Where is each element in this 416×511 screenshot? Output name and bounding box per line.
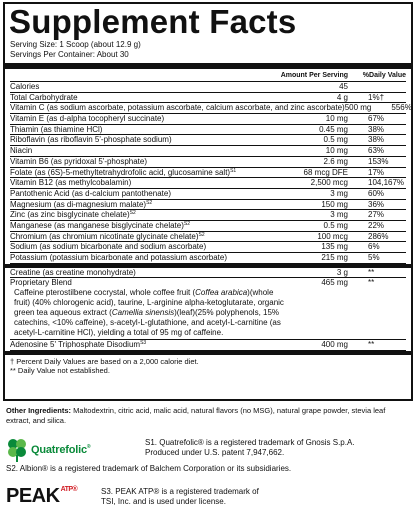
nutrient-name: Thiamin (as thiamine HCl) <box>10 124 103 134</box>
nutrient-amount: 215 mg <box>321 253 348 262</box>
quatrefolic-brand: Quatrefolic® <box>31 444 91 456</box>
blend-row <box>10 278 406 288</box>
nutrient-amount: 10 mg <box>325 146 348 156</box>
nutrient-amount: 68 mcg DFE <box>303 167 348 177</box>
footnote-daily-value: ** Daily Value not established. <box>10 366 110 376</box>
nutrient-row <box>10 93 406 104</box>
nutrient-dv: 1%† <box>368 92 385 102</box>
nutrient-name: Potassium (potassium bicarbonate and potassium ascorbate) <box>10 253 227 262</box>
nutrient-amount: 4 g <box>336 92 348 102</box>
nutrient-row <box>10 189 406 200</box>
nutrient-amount: 3 mg <box>330 188 348 198</box>
nutrient-name: Sodium (as sodium bicarbonate and sodium ascorbate) <box>10 242 207 252</box>
nutrient-name: Chromium (as chromium nicotinate glycinate chelate)$^{S2}$ <box>10 231 205 241</box>
nutrient-dv: 22% <box>368 220 385 230</box>
nutrient-row <box>10 253 406 264</box>
servings-per-container: Servings Per Container: About 30 <box>10 50 129 59</box>
nutrient-amount: 500 mg <box>344 103 372 113</box>
atp-row <box>10 340 406 351</box>
nutrient-name: Magnesium (as di-magnesium malate)$^{S2}$ <box>10 199 153 209</box>
nutrient-dv: 36% <box>368 199 385 209</box>
nutrient-name: Niacin <box>10 146 33 156</box>
peak-atp-logo: $PEAK^{ATP®}$ <box>6 485 78 507</box>
header-daily-value: %Daily Value <box>362 71 406 79</box>
nutrient-dv: 5% <box>368 253 380 262</box>
s2-note: S2. Albion® is a registered trademark of Balchem Corporation or its subsidiaries. <box>6 464 292 473</box>
nutrient-amount: 3 g <box>336 267 348 277</box>
nutrient-amount: 100 mcg <box>317 231 348 241</box>
nutrient-name: Vitamin E (as d-alpha tocopheryl succinate) <box>10 114 165 124</box>
nutrient-row <box>10 242 406 253</box>
nutrient-row <box>10 221 406 232</box>
nutrient-dv <box>348 82 406 92</box>
footnote-percent: † Percent Daily Values are based on a 2,000 calorie diet. <box>10 357 199 367</box>
nutrient-name: Vitamin C (as sodium ascorbate, potassium ascorbate, calcium ascorbate, and zinc ascorbate) <box>10 103 345 113</box>
nutrient-row <box>10 103 412 114</box>
other-ingredients-text: Maltodextrin, citric acid, malic acid, natural flavors (no MSG), natural grape powder, stevia leaf extract, and silica. <box>6 406 386 425</box>
nutrient-name: Creatine (as creatine monohydrate) <box>10 267 136 277</box>
nutrient-name: Adenosine 5' Triphosphate Disodium$^{S3}$ <box>10 340 147 350</box>
column-header <box>10 69 406 82</box>
nutrient-amount: 0.5 mg <box>323 220 348 230</box>
nutrient-amount: 2.6 mg <box>323 156 348 166</box>
nutrient-row <box>10 210 406 221</box>
nutrient-dv: ** <box>368 267 375 277</box>
blend-amount: 465 mg <box>321 278 348 288</box>
nutrient-row <box>10 200 406 211</box>
nutrient-name: Manganese (as manganese bisglycinate chelate)$^{S2}$ <box>10 220 191 230</box>
nutrient-dv: 38% <box>368 135 385 145</box>
supplement-facts-panel <box>3 2 413 401</box>
nutrient-dv: 286% <box>368 231 389 241</box>
nutrient-dv: 6% <box>368 242 380 252</box>
creatine-row <box>10 268 406 279</box>
nutrient-dv: 153% <box>368 156 389 166</box>
nutrient-name: Vitamin B6 (as pyridoxal 5'-phosphate) <box>10 156 148 166</box>
nutrient-dv: 27% <box>368 210 385 220</box>
blend-name: Proprietary Blend <box>10 278 72 288</box>
s1-note: S1. Quatrefolic® is a registered trademark of Gnosis S.p.A. Produced under U.S. patent 7,947,662. <box>145 438 355 457</box>
nutrient-dv: 104,167% <box>368 178 405 188</box>
nutrient-amount: 2,500 mcg <box>310 178 348 188</box>
nutrient-name: Total Carbohydrate <box>10 92 78 102</box>
other-ingredients <box>6 406 410 426</box>
nutrient-amount: 400 mg <box>321 340 348 350</box>
nutrient-row <box>10 82 406 93</box>
nutrient-dv: 556% <box>391 103 412 113</box>
nutrient-row <box>10 157 406 168</box>
quatrefolic-logo <box>6 437 90 463</box>
peak-atp-trademark <box>6 485 410 511</box>
nutrient-name: Zinc (as zinc bisglycinate chelate)$^{S2}$ <box>10 210 136 220</box>
nutrient-row <box>10 178 406 189</box>
nutrient-name: Pantothenic Acid (as d-calcium pantothenate) <box>10 188 171 198</box>
nutrient-amount: 10 mg <box>325 114 348 124</box>
header-amount: Amount Per Serving <box>280 71 348 79</box>
nutrient-amount: 3 mg <box>330 210 348 220</box>
nutrient-row <box>10 168 406 179</box>
nutrient-amount: 45 <box>339 82 348 91</box>
nutrient-name: Vitamin B12 (as methylcobalamin) <box>10 178 132 188</box>
nutrient-row <box>10 114 406 125</box>
s3-note: S3. PEAK ATP® is a registered trademark of TSI, Inc. and is used under license. <box>101 487 259 506</box>
nutrient-dv: 17% <box>368 167 385 177</box>
nutrient-name: Folate (as (6S)-5-methyltetrahydrofolic acid, glucosamine salt)$^{S1}$ <box>10 167 237 177</box>
nutrient-amount: 135 mg <box>321 242 348 252</box>
nutrient-amount: 0.5 mg <box>323 135 348 145</box>
nutrient-dv: 38% <box>368 124 385 134</box>
nutrient-dv: 60% <box>368 188 385 198</box>
serving-size: Serving Size: 1 Scoop (about 12.9 g) <box>10 40 141 49</box>
nutrient-table <box>10 82 412 264</box>
other-ingredients-label: Other Ingredients: <box>6 406 72 415</box>
nutrient-dv: 67% <box>368 114 385 124</box>
quatrefolic-leaf-icon <box>6 437 28 463</box>
nutrient-row <box>10 146 406 157</box>
nutrient-row <box>10 232 406 243</box>
nutrient-name: Riboflavin (as riboflavin 5'-phosphate sodium) <box>10 135 172 145</box>
nutrient-dv: 63% <box>368 146 385 156</box>
panel-title: Supplement Facts <box>9 3 297 40</box>
blend-description: Caffeine pterostilbene cocrystal, whole coffee fruit (Coffea arabica)(whole fruit) (40% chlorogenic acid), taurine, L-arginine alpha-ketoglutarate, organic green tea aqueous extract (Camellia sinensis)(leaf)(25% polyphenols, 15% catechins, <10% caffeine), s-acetyl-L-glutathione, and acetyl-L-carnitine (as acetyl-L-carnitine HCl), yielding a total of 95 mg of caffeine. <box>10 288 406 340</box>
nutrient-amount: 150 mg <box>321 199 348 209</box>
nutrient-name: Calories <box>10 82 40 91</box>
nutrient-dv: ** <box>368 340 375 350</box>
blend-dv: ** <box>368 278 375 288</box>
nutrient-row <box>10 125 406 136</box>
nutrient-row <box>10 135 406 146</box>
nutrient-amount: 0.45 mg <box>319 124 348 134</box>
